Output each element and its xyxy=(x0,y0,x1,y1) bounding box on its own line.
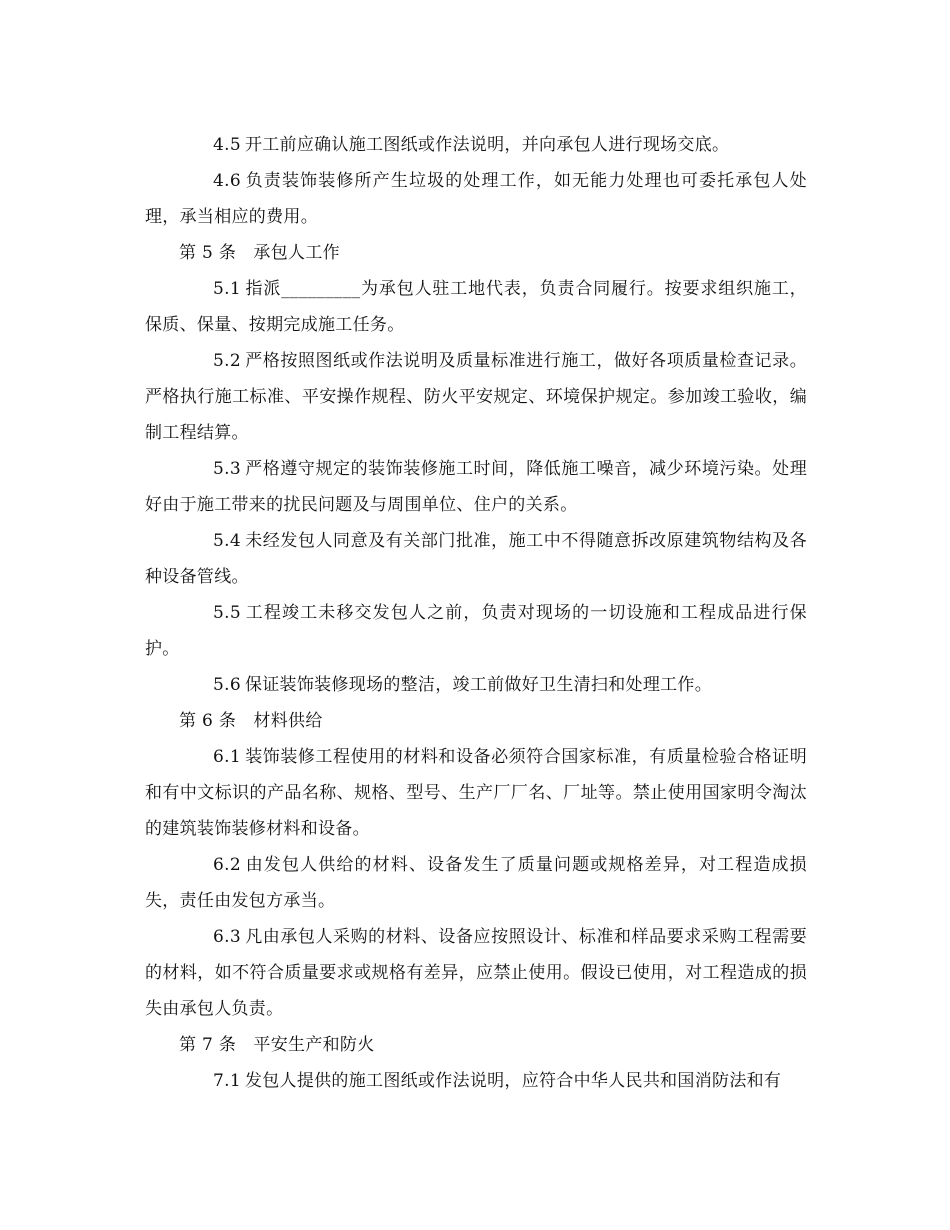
clause-5-5 xyxy=(145,595,807,667)
clause-5-1 xyxy=(145,271,807,343)
clause-number: 5.2 xyxy=(213,351,241,371)
clause-number: 6.3 xyxy=(213,927,241,947)
document-body xyxy=(145,127,807,1099)
article-5-heading: 第 5 条 承包人工作 xyxy=(179,243,340,263)
clause-text: 凡由承包人采购的材料、设备应按照设计、标准和样品要求采购工程需要的材料，如不符合质量要求或规格有差异，应禁止使用。假设已使用，对工程造成的损失由承包人负责。 xyxy=(145,927,807,1019)
clause-5-4 xyxy=(145,523,807,595)
clause-number: 4.5 xyxy=(213,135,241,155)
clause-text: 装饰装修工程使用的材料和设备必须符合国家标准，有质量检验合格证明和有中文标识的产品名称、规格、型号、生产厂厂名、厂址等。禁止使用国家明令淘汰的建筑装饰装修材料和设备。 xyxy=(145,747,807,839)
clause-5-6 xyxy=(145,667,807,703)
clause-number: 5.6 xyxy=(213,675,241,695)
clause-6-2 xyxy=(145,847,807,919)
clause-5-2 xyxy=(145,343,807,451)
article-7-heading: 第 7 条 平安生产和防火 xyxy=(179,1035,375,1055)
clause-number: 5.4 xyxy=(213,531,241,551)
clause-text: 未经发包人同意及有关部门批准，施工中不得随意拆改原建筑物结构及各种设备管线。 xyxy=(145,531,807,587)
clause-7-1 xyxy=(145,1063,807,1099)
clause-text: 开工前应确认施工图纸或作法说明，并向承包人进行现场交底。 xyxy=(244,135,730,155)
clause-number: 6.1 xyxy=(213,747,241,767)
clause-text: 严格按照图纸或作法说明及质量标准进行施工，做好各项质量检查记录。严格执行施工标准、平安操作规程、防火平安规定、环境保护规定。参加竣工验收，编制工程结算。 xyxy=(145,351,807,443)
clause-text: 发包人提供的施工图纸或作法说明，应符合中华人民共和国消防法和有 xyxy=(244,1071,782,1091)
clause-text: 保证装饰装修现场的整洁，竣工前做好卫生清扫和处理工作。 xyxy=(244,675,713,695)
clause-6-1 xyxy=(145,739,807,847)
clause-number: 4.6 xyxy=(213,171,241,191)
clause-number: 5.3 xyxy=(213,459,241,479)
clause-6-3 xyxy=(145,919,807,1027)
clause-5-3 xyxy=(145,451,807,523)
article-6-heading: 第 6 条 材料供给 xyxy=(179,711,323,731)
clause-4-6 xyxy=(145,163,807,235)
clause-number: 5.5 xyxy=(213,603,241,623)
clause-text: 指派_________为承包人驻工地代表，负责合同履行。按要求组织施工，保质、保量、按期完成施工任务。 xyxy=(145,279,807,335)
clause-4-5 xyxy=(145,127,807,163)
clause-text: 严格遵守规定的装饰装修施工时间，降低施工噪音，减少环境污染。处理好由于施工带来的扰民问题及与周围单位、住户的关系。 xyxy=(145,459,807,515)
clause-text: 由发包人供给的材料、设备发生了质量问题或规格差异，对工程造成损失，责任由发包方承当。 xyxy=(145,855,807,911)
clause-number: 7.1 xyxy=(213,1071,241,1091)
clause-text: 工程竣工未移交发包人之前，负责对现场的一切设施和工程成品进行保护。 xyxy=(145,603,807,659)
clause-number: 6.2 xyxy=(213,855,241,875)
clause-text: 负责装饰装修所产生垃圾的处理工作，如无能力处理也可委托承包人处理，承当相应的费用。 xyxy=(145,171,807,227)
clause-number: 5.1 xyxy=(213,279,241,299)
